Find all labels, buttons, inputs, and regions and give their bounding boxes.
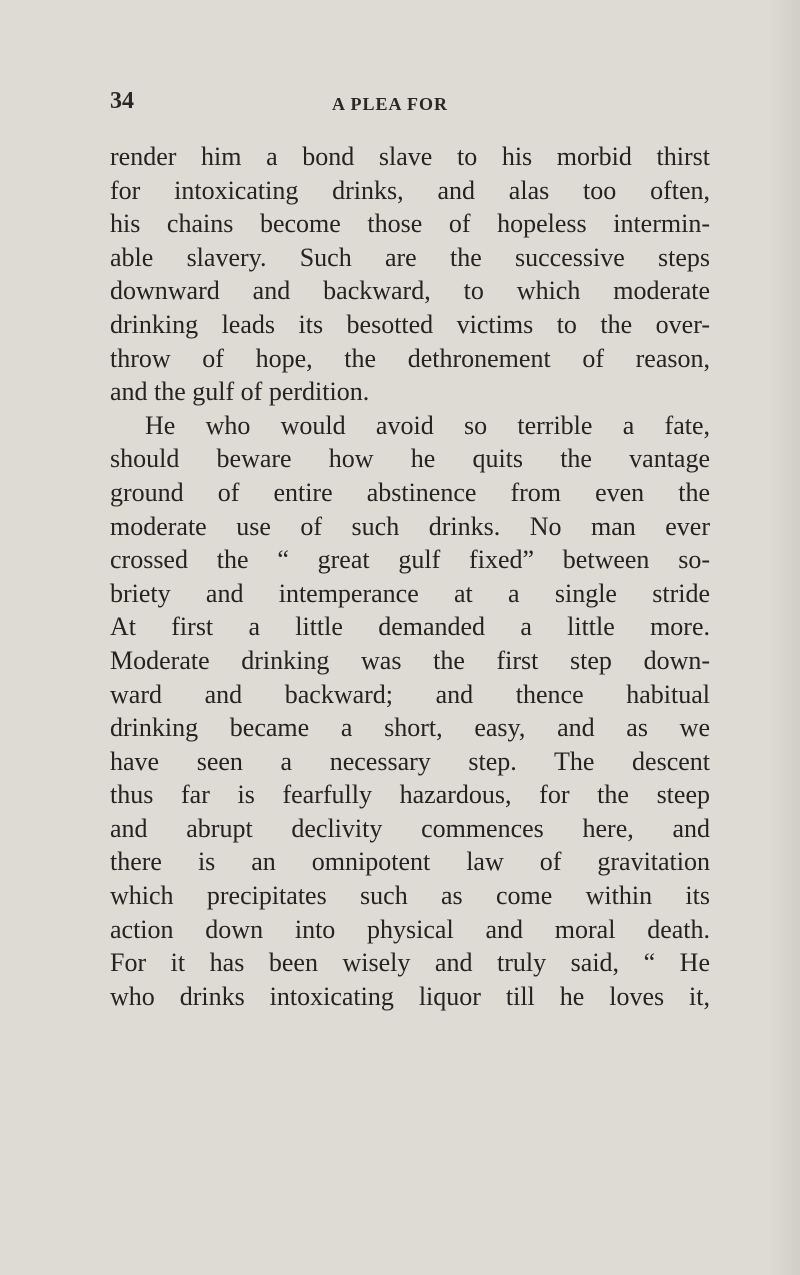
body-text <box>110 140 710 1013</box>
page-number: 34 <box>110 88 134 114</box>
text-line: thus far is fearfully hazardous, for the steep <box>110 780 710 810</box>
text-line: drinking leads its besotted victims to the over- <box>110 309 710 339</box>
text-line: At first a little demanded a little more. <box>110 612 710 642</box>
text-line: action down into physical and moral death. <box>110 914 710 944</box>
text-line: ground of entire abstinence from even the <box>110 477 710 507</box>
text-line: He who would avoid so terrible a fate, <box>145 410 710 440</box>
text-line: and the gulf of perdition. <box>110 377 370 407</box>
page-header <box>110 88 720 118</box>
text-line: his chains become those of hopeless intermin- <box>110 209 710 239</box>
text-line: render him a bond slave to his morbid thirst <box>110 142 710 171</box>
text-line: throw of hope, the dethronement of reason, <box>110 343 710 373</box>
text-line: for intoxicating drinks, and alas too often, <box>110 175 710 205</box>
text-line: and abrupt declivity commences here, and <box>110 813 710 843</box>
text-line: briety and intemperance at a single stride <box>110 578 710 608</box>
running-head: A PLEA FOR <box>332 94 449 114</box>
text-line: should beware how he quits the vantage <box>110 444 710 474</box>
text-line: For it has been wisely and truly said, “ He <box>110 948 710 978</box>
text-line: ward and backward; and thence habitual <box>110 679 710 709</box>
text-line: which precipitates such as come within its <box>110 881 710 911</box>
text-line: have seen a necessary step. The descent <box>110 746 710 776</box>
text-line: downward and backward, to which moderate <box>110 276 710 306</box>
text-line: drinking became a short, easy, and as we <box>110 713 710 743</box>
text-line: moderate use of such drinks. No man ever <box>110 511 710 541</box>
text-line: crossed the “ great gulf fixed” between so- <box>110 545 710 575</box>
text-line: there is an omnipotent law of gravitation <box>110 847 710 877</box>
text-line: Moderate drinking was the first step down- <box>110 645 710 675</box>
text-line: who drinks intoxicating liquor till he loves it, <box>110 981 710 1011</box>
text-line: able slavery. Such are the successive steps <box>110 242 710 272</box>
